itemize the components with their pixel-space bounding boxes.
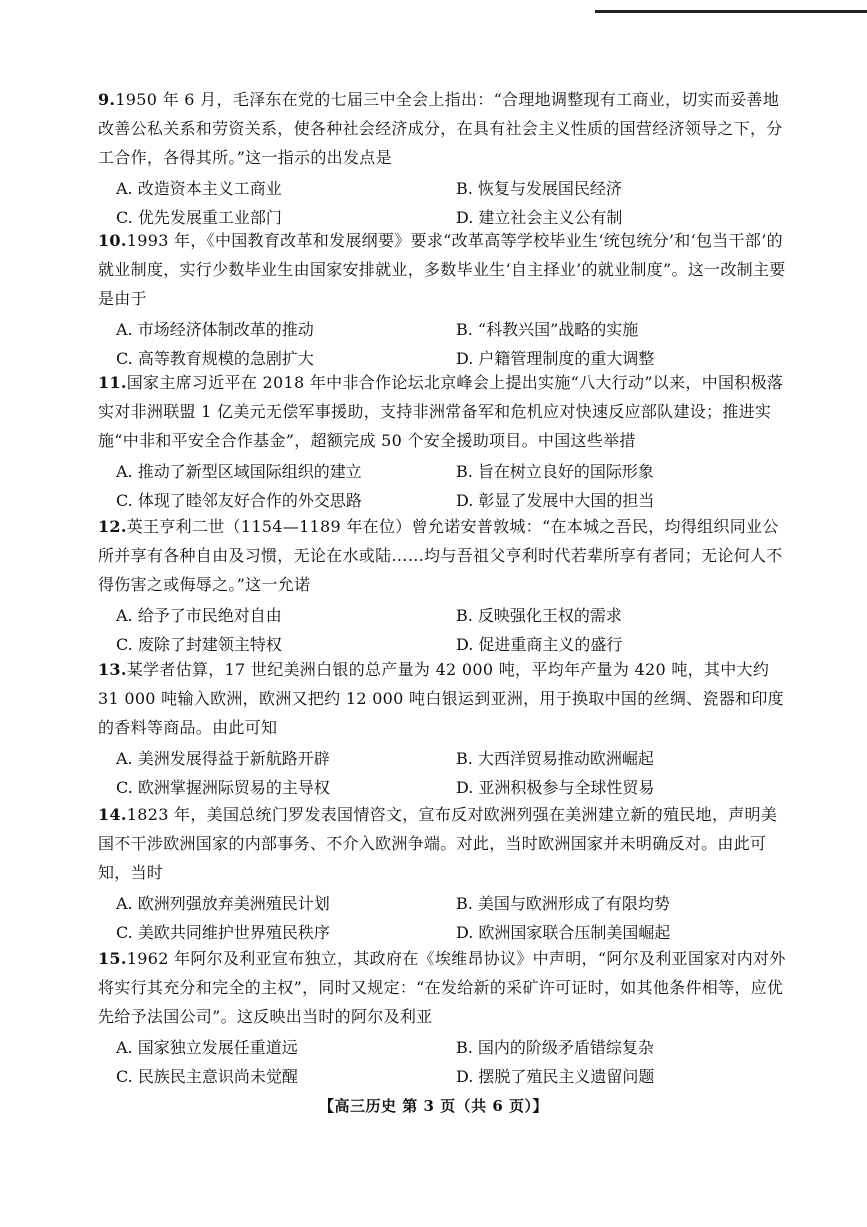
- options: [98, 744, 788, 802]
- options: [98, 315, 788, 373]
- option-b[interactable]: B. 恢复与发展国民经济: [456, 179, 622, 198]
- question-stem: 12.英王亨利二世（1154—1189 年在位）曾允诺安普敦城：“在本城之吾民，均得组织同业公所并享有各种自由及习惯，无论在水或陆……均与吾祖父亨利时代若辈所享有者同；无论何人不得伤害之或侮辱之。”这一允诺: [98, 517, 783, 594]
- option-d[interactable]: D. 摆脱了殖民主义遗留问题: [456, 1067, 655, 1086]
- option-a[interactable]: A. 市场经济体制改革的推动: [116, 320, 314, 339]
- header-rule: [595, 10, 867, 13]
- options: [98, 174, 788, 232]
- option-b[interactable]: B. 大西洋贸易推动欧洲崛起: [456, 749, 654, 768]
- question-stem: 10.1993 年，《中国教育改革和发展纲要》要求“改革高等学校毕业生‘统包统分’和‘包当干部’的就业制度，实行少数毕业生由国家安排就业，多数毕业生‘自主择业’的就业制度”。这一改制主要是由于: [98, 231, 786, 308]
- option-d[interactable]: D. 亚洲积极参与全球性贸易: [456, 778, 655, 797]
- options: [98, 889, 788, 947]
- option-a[interactable]: A. 推动了新型区域国际组织的建立: [116, 462, 362, 481]
- option-a[interactable]: A. 国家独立发展任重道远: [116, 1038, 298, 1057]
- question-11: [98, 368, 788, 515]
- question-stem: 15.1962 年阿尔及利亚宣布独立，其政府在《埃维昂协议》中声明，“阿尔及利亚国家对内对外将实行其充分和完全的主权”，同时又规定：“在发给新的采矿许可证时，如其他条件相等，应优先给予法国公司”。这反映出当时的阿尔及利亚: [98, 949, 786, 1026]
- option-a[interactable]: A. 改造资本主义工商业: [116, 179, 282, 198]
- question-stem: 11.国家主席习近平在 2018 年中非合作论坛北京峰会上提出实施“八大行动”以来，中国积极落实对非洲联盟 1 亿美元无偿军事援助，支持非洲常备军和危机应对快速反应部队建设；推进实施“中非和平安全合作基金”，超额完成 50 个安全援助项目。中国这些举措: [98, 373, 784, 450]
- option-c[interactable]: C. 体现了睦邻友好合作的外交思路: [116, 491, 362, 510]
- option-c[interactable]: C. 高等教育规模的急剧扩大: [116, 349, 314, 368]
- question-15: [98, 944, 788, 1091]
- option-d[interactable]: D. 建立社会主义公有制: [456, 208, 623, 227]
- option-b[interactable]: B. 美国与欧洲形成了有限均势: [456, 894, 670, 913]
- question-14: [98, 800, 788, 947]
- option-b[interactable]: B. 反映强化王权的需求: [456, 606, 622, 625]
- options: [98, 457, 788, 515]
- question-9: [98, 85, 788, 232]
- page-footer: 【高三历史 第 3 页（共 6 页）】: [319, 1097, 548, 1115]
- question-13: [98, 655, 788, 802]
- option-a[interactable]: A. 美洲发展得益于新航路开辟: [116, 749, 330, 768]
- option-a[interactable]: A. 给予了市民绝对自由: [116, 606, 282, 625]
- option-c[interactable]: C. 优先发展重工业部门: [116, 208, 282, 227]
- option-b[interactable]: B. 旨在树立良好的国际形象: [456, 462, 654, 481]
- question-stem: 13.某学者估算，17 世纪美洲白银的总产量为 42 000 吨，平均年产量为 420 吨，其中大约 31 000 吨输入欧洲，欧洲又把约 12 000 吨白银运到亚洲，用于换取中国的丝绸、瓷器和印度的香料等商品。由此可知: [98, 660, 784, 737]
- option-c[interactable]: C. 废除了封建领主特权: [116, 635, 282, 654]
- options: [98, 601, 788, 659]
- option-a[interactable]: A. 欧洲列强放弃美洲殖民计划: [116, 894, 330, 913]
- option-d[interactable]: D. 欧洲国家联合压制美国崛起: [456, 923, 671, 942]
- options: [98, 1033, 788, 1091]
- question-10: [98, 226, 788, 373]
- option-c[interactable]: C. 美欧共同维护世界殖民秩序: [116, 923, 330, 942]
- question-12: [98, 512, 788, 659]
- option-d[interactable]: D. 彰显了发展中大国的担当: [456, 491, 655, 510]
- option-d[interactable]: D. 户籍管理制度的重大调整: [456, 349, 655, 368]
- option-c[interactable]: C. 欧洲掌握洲际贸易的主导权: [116, 778, 330, 797]
- option-d[interactable]: D. 促进重商主义的盛行: [456, 635, 623, 654]
- question-stem: 9.1950 年 6 月，毛泽东在党的七届三中全会上指出：“合理地调整现有工商业，切实而妥善地改善公私关系和劳资关系，使各种社会经济成分，在具有社会主义性质的国营经济领导之下，分工合作，各得其所。”这一指示的出发点是: [98, 90, 783, 167]
- option-b[interactable]: B. 国内的阶级矛盾错综复杂: [456, 1038, 654, 1057]
- question-stem: 14.1823 年，美国总统门罗发表国情咨文，宣布反对欧洲列强在美洲建立新的殖民地，声明美国不干涉欧洲国家的内部事务、不介入欧洲争端。对此，当时欧洲国家并未明确反对。由此可知，当时: [98, 805, 778, 882]
- option-b[interactable]: B. “科教兴国”战略的实施: [456, 320, 639, 339]
- option-c[interactable]: C. 民族民主意识尚未觉醒: [116, 1067, 298, 1086]
